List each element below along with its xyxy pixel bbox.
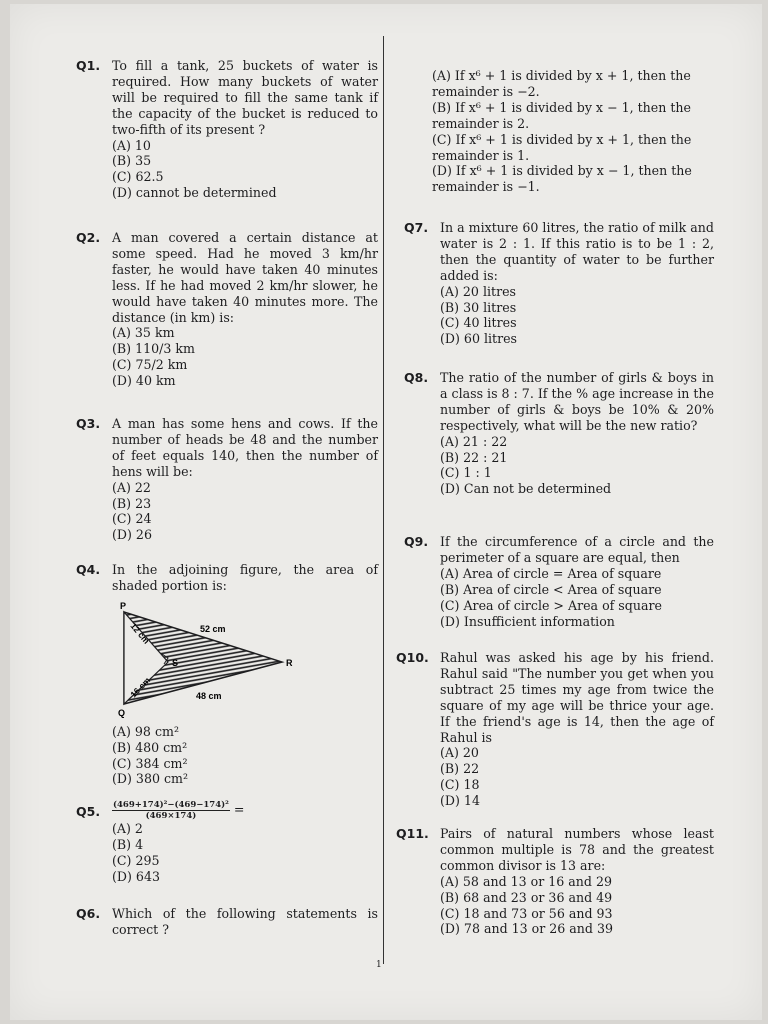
option-c: (C) Area of circle > Area of square [440,597,662,613]
question-expression [112,800,378,821]
question-6-options [418,68,714,195]
question-number: Q7. [404,220,429,235]
option-d: (D) 14 [440,793,480,809]
question-text: Pairs of natural numbers whose least common multiple is 78 and the greatest common divisor is 13 are: [440,826,714,873]
label-s: S [172,657,179,668]
option-b: (B) If x⁶ + 1 is divided by x − 1, then the remainder is 2. [432,99,691,131]
fraction [112,800,230,821]
option-c: (C) 1 : 1 [440,465,492,481]
option-b: (B) 35 [112,153,152,169]
triangle-figure [114,600,304,720]
label-qr: 48 cm [196,690,222,701]
question-text: In the adjoining figure, the area of shaded portion is: [112,562,378,593]
option-b: (B) 22 : 21 [440,449,508,465]
question-text: A man has some hens and cows. If the number of heads be 48 and the number of feet equals 140, then the number of hens will be: [112,416,378,479]
question-number: Q4. [76,562,101,577]
question-6 [78,906,378,938]
label-pq: 12 cm [128,620,152,646]
option-a: (A) 58 and 13 or 16 and 29 [440,873,613,889]
option-b: (B) 68 and 23 or 36 and 49 [440,889,613,905]
option-c: (C) 18 [440,777,480,793]
question-2 [78,230,378,389]
question-8 [404,370,714,497]
question-number: Q5. [76,804,101,819]
question-number: Q10. [396,650,429,665]
equals-sign: = [233,802,245,817]
option-a: (A) 35 km [112,325,175,341]
option-a: (A) 2 [112,821,143,836]
option-d: (D) cannot be determined [112,185,277,201]
option-b: (B) 22 [440,761,480,777]
option-c: (C) If x⁶ + 1 is divided by x + 1, then the remainder is 1. [432,131,692,163]
label-r: R [286,657,293,668]
option-a: (A) If x⁶ + 1 is divided by x + 1, then the remainder is −2. [432,68,691,99]
option-d: (D) 26 [112,527,152,543]
option-c: (C) 40 litres [440,315,517,331]
question-number: Q11. [396,826,429,841]
option-b: (B) 30 litres [440,299,517,315]
question-10 [396,650,714,809]
question-7 [404,220,714,347]
option-b: (B) 110/3 km [112,341,195,357]
option-a: (A) Area of circle = Area of square [440,565,662,581]
question-1 [78,58,378,201]
question-text: If the circumference of a circle and the perimeter of a square are equal, then [440,534,714,565]
page-number: 1 [376,960,382,970]
option-d: (D) 40 km [112,373,176,389]
option-b: (B) 4 [112,836,144,852]
label-p: P [120,600,127,611]
option-c: (C) 24 [112,511,152,527]
option-d: (D) 78 and 13 or 26 and 39 [440,921,614,937]
exam-page [10,4,762,1020]
option-a: (A) 22 [112,479,151,495]
question-text: A man covered a certain distance at some speed. Had he moved 3 km/hr faster, he would have taken 40 minutes less. If he had moved 2 km/hr slower, he would have taken 40 minutes more. The distance (in km) is: [112,230,378,325]
fraction-numerator: (469+174)²−(469−174)² [113,800,229,810]
question-number: Q3. [76,416,101,431]
option-c: (C) 62.5 [112,169,164,185]
option-c: (C) 75/2 km [112,357,188,373]
option-d: (D) If x⁶ + 1 is divided by x − 1, then the remainder is −1. [432,163,692,195]
option-a: (A) 21 : 22 [440,433,508,449]
option-a: (A) 98 cm² [112,723,179,739]
option-b: (B) 23 [112,495,152,511]
option-c: (C) 295 [112,852,160,868]
question-9 [404,534,714,629]
question-number: Q2. [76,230,101,245]
option-d: (D) 380 cm² [112,771,189,787]
label-sq: 16 cm [128,674,153,700]
option-b: (B) 480 cm² [112,739,188,755]
option-b: (B) Area of circle < Area of square [440,581,662,597]
option-c: (C) 384 cm² [112,755,188,771]
option-d: (D) Can not be determined [440,481,612,497]
question-11 [396,826,714,937]
label-q: Q [118,707,126,718]
question-4 [78,562,378,787]
option-d: (D) Insufficient information [440,613,615,629]
option-a: (A) 20 [440,745,479,761]
option-d: (D) 60 litres [440,331,518,347]
option-d: (D) 643 [112,868,160,884]
question-text: Rahul was asked his age by his friend. Rahul said "The number you get when you subtract 25 times my age from twice the square of my age will be thrice your age. If the friend's age is 14, then the age of Rahul is [440,650,714,745]
question-text: In a mixture 60 litres, the ratio of milk and water is 2 : 1. If this ratio is to be 1 : 2, then the quantity of water to be further added is: [440,220,714,283]
question-text: To fill a tank, 25 buckets of water is required. How many buckets of water will be required to fill the same tank if the capacity of the bucket is reduced to two-fifth of its present ? [112,58,378,137]
option-a: (A) 10 [112,137,151,153]
option-a: (A) 20 litres [440,283,517,299]
question-text: Which of the following statements is correct ? [112,906,378,937]
question-3 [78,416,378,543]
question-number: Q8. [404,370,429,385]
question-number: Q1. [76,58,101,73]
question-5 [78,800,378,885]
fraction-denominator: (469×174) [145,811,197,821]
option-c: (C) 18 and 73 or 56 and 93 [440,905,613,921]
question-number: Q9. [404,534,429,549]
question-text: The ratio of the number of girls & boys in a class is 8 : 7. If the % age increase in the number of girls & boys be 10% & 20% respectively, what will be the new ratio? [440,370,714,433]
column-divider [383,36,384,964]
question-number: Q6. [76,906,101,921]
label-pr: 52 cm [200,623,226,634]
